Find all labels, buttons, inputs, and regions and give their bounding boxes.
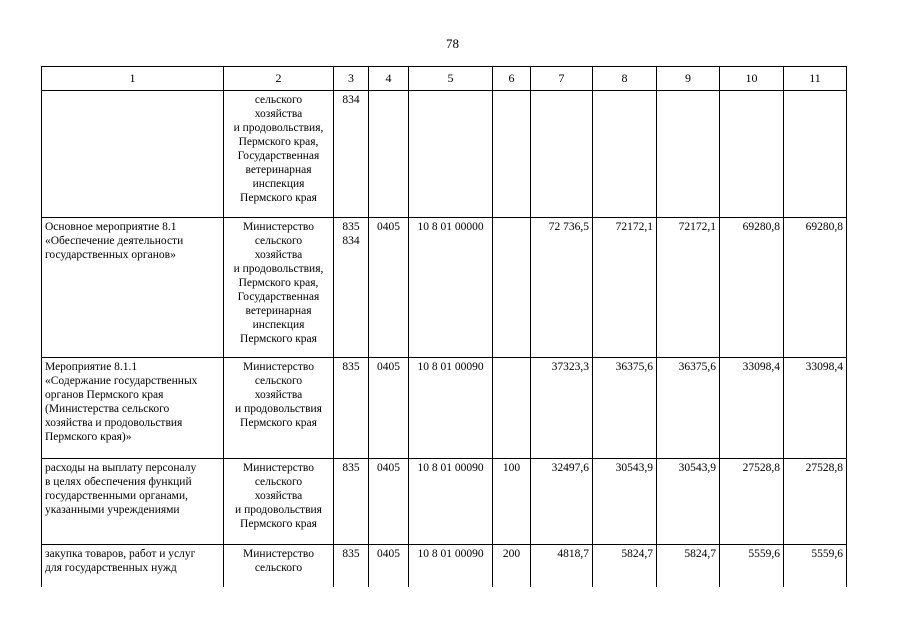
cell-val-11 <box>784 218 847 358</box>
cell-val-11 <box>784 545 847 587</box>
cell-line: 0405 <box>377 548 400 560</box>
cell-line: и продовольствия, <box>233 263 324 275</box>
cell-line: сельского <box>254 94 303 106</box>
cell-val-7 <box>531 91 593 218</box>
cell-line: 36375,6 <box>678 361 716 373</box>
cell-line: 0405 <box>377 221 400 233</box>
cell-line: 835 <box>342 221 360 233</box>
cell-code-5 <box>409 91 493 218</box>
cell-line: 10 8 01 00090 <box>417 548 484 560</box>
cell-line: Министерство <box>243 548 314 560</box>
cell-code-6 <box>493 459 531 545</box>
cell-code-3 <box>334 91 369 218</box>
cell-line: ветеринарная <box>245 164 312 176</box>
column-header-9: 9 <box>657 67 720 91</box>
cell-code-5 <box>409 218 493 358</box>
table-row <box>42 218 847 358</box>
cell-line: 10 8 01 00000 <box>417 221 484 233</box>
cell-org <box>224 459 334 545</box>
cell-code-5 <box>409 545 493 587</box>
cell-name <box>42 459 224 545</box>
cell-line: 0405 <box>377 462 400 474</box>
cell-val-7 <box>531 459 593 545</box>
cell-line: 835 <box>342 548 360 560</box>
cell-code-4 <box>369 358 409 459</box>
cell-line: 30543,9 <box>678 462 716 474</box>
cell-val-10 <box>720 91 784 218</box>
cell-line: Пермского края <box>240 518 317 530</box>
cell-code-4 <box>369 91 409 218</box>
cell-line: Государственная <box>237 150 320 162</box>
column-header-2: 2 <box>224 67 334 91</box>
cell-line: закупка товаров, работ и услуг <box>45 548 196 560</box>
column-header-7: 7 <box>531 67 593 91</box>
cell-line: 100 <box>502 462 521 474</box>
cell-line: 5559,6 <box>748 548 780 560</box>
table-row <box>42 358 847 459</box>
cell-line: 69280,8 <box>805 221 843 233</box>
cell-line: 27528,8 <box>742 462 780 474</box>
cell-code-6 <box>493 218 531 358</box>
cell-line: Пермского края)» <box>45 431 132 443</box>
cell-val-9 <box>657 459 720 545</box>
cell-line: расходы на выплату персоналу <box>45 462 197 474</box>
cell-line: и продовольствия, <box>233 122 324 134</box>
column-header-10: 10 <box>720 67 784 91</box>
table-row <box>42 545 847 587</box>
cell-line: Пермского края <box>240 192 317 204</box>
cell-line: 4818,7 <box>557 548 589 560</box>
column-header-3: 3 <box>334 67 369 91</box>
cell-line: для государственных нужд <box>45 562 177 574</box>
cell-line: 835 <box>342 462 360 474</box>
cell-code-3 <box>334 545 369 587</box>
cell-val-11 <box>784 358 847 459</box>
cell-org <box>224 358 334 459</box>
cell-line: государственными органами, <box>45 490 188 502</box>
cell-code-3 <box>334 459 369 545</box>
cell-line: ветеринарная <box>245 305 312 317</box>
cell-code-5 <box>409 358 493 459</box>
cell-line: «Обеспечение деятельности <box>45 235 184 247</box>
cell-line: Мероприятие 8.1.1 <box>45 361 138 373</box>
cell-code-4 <box>369 218 409 358</box>
cell-line: 72172,1 <box>678 221 716 233</box>
cell-line: 834 <box>342 235 360 247</box>
cell-line: хозяйства и продовольствия <box>45 417 183 429</box>
cell-code-6 <box>493 91 531 218</box>
cell-line: и продовольствия <box>235 403 322 415</box>
cell-val-10 <box>720 218 784 358</box>
cell-line: Министерство <box>243 221 314 233</box>
cell-line: (Министерства сельского <box>45 403 170 415</box>
cell-line: хозяйства <box>254 490 303 502</box>
cell-code-3 <box>334 358 369 459</box>
cell-name <box>42 545 224 587</box>
cell-line: 10 8 01 00090 <box>417 361 484 373</box>
cell-line: 33098,4 <box>805 361 843 373</box>
cell-line: Пермского края, <box>238 136 319 148</box>
cell-val-10 <box>720 358 784 459</box>
budget-table <box>41 66 847 587</box>
cell-name <box>42 358 224 459</box>
cell-name <box>42 91 224 218</box>
cell-code-5 <box>409 459 493 545</box>
cell-val-7 <box>531 545 593 587</box>
cell-line: 30543,9 <box>615 462 653 474</box>
column-header-6: 6 <box>493 67 531 91</box>
cell-line: хозяйства <box>254 108 303 120</box>
cell-line: 33098,4 <box>742 361 780 373</box>
cell-line: Пермского края <box>240 333 317 345</box>
cell-val-8 <box>593 358 657 459</box>
cell-org <box>224 545 334 587</box>
cell-val-8 <box>593 218 657 358</box>
cell-line: сельского <box>254 235 303 247</box>
cell-line: 5824,7 <box>621 548 653 560</box>
cell-line: 10 8 01 00090 <box>417 462 484 474</box>
cell-line: сельского <box>254 562 303 574</box>
cell-org <box>224 218 334 358</box>
cell-val-8 <box>593 91 657 218</box>
cell-line: Министерство <box>243 361 314 373</box>
cell-line: 37323,3 <box>551 361 589 373</box>
column-header-8: 8 <box>593 67 657 91</box>
column-header-11: 11 <box>784 67 847 91</box>
cell-line: хозяйства <box>254 249 303 261</box>
cell-org <box>224 91 334 218</box>
cell-line: хозяйства <box>254 389 303 401</box>
cell-val-7 <box>531 358 593 459</box>
column-header-5: 5 <box>409 67 493 91</box>
cell-line: государственных органов» <box>45 249 176 261</box>
cell-code-6 <box>493 358 531 459</box>
cell-val-9 <box>657 218 720 358</box>
cell-name <box>42 218 224 358</box>
cell-line: 200 <box>502 548 521 560</box>
cell-line: «Содержание государственных <box>45 375 198 387</box>
cell-line: 5559,6 <box>811 548 843 560</box>
cell-val-8 <box>593 545 657 587</box>
cell-val-9 <box>657 91 720 218</box>
cell-val-7 <box>531 218 593 358</box>
table-row <box>42 459 847 545</box>
cell-val-10 <box>720 459 784 545</box>
cell-code-4 <box>369 545 409 587</box>
cell-line: 72172,1 <box>615 221 653 233</box>
cell-val-9 <box>657 358 720 459</box>
cell-val-8 <box>593 459 657 545</box>
cell-line: Пермского края <box>240 417 317 429</box>
cell-line: 69280,8 <box>742 221 780 233</box>
cell-line: Основное мероприятие 8.1 <box>45 221 177 233</box>
cell-line: 36375,6 <box>615 361 653 373</box>
cell-line: сельского <box>254 476 303 488</box>
cell-line: Государственная <box>237 291 320 303</box>
cell-code-4 <box>369 459 409 545</box>
header-row <box>42 67 847 91</box>
cell-line: 834 <box>342 94 360 106</box>
cell-code-3 <box>334 218 369 358</box>
cell-line: 5824,7 <box>684 548 716 560</box>
cell-line: 0405 <box>377 361 400 373</box>
cell-code-6 <box>493 545 531 587</box>
cell-line: Министерство <box>243 462 314 474</box>
cell-line: инспекция <box>252 178 305 190</box>
cell-val-9 <box>657 545 720 587</box>
table-row <box>42 91 847 218</box>
cell-val-10 <box>720 545 784 587</box>
cell-line: органов Пермского края <box>45 389 164 401</box>
column-header-4: 4 <box>369 67 409 91</box>
cell-line: 32497,6 <box>551 462 589 474</box>
cell-line: Пермского края, <box>238 277 319 289</box>
cell-line: сельского <box>254 375 303 387</box>
cell-line: в целях обеспечения функций <box>45 476 192 488</box>
page-number: 78 <box>446 36 459 51</box>
cell-line: указанными учреждениями <box>45 504 180 516</box>
cell-val-11 <box>784 459 847 545</box>
column-header-1: 1 <box>42 67 224 91</box>
cell-line: 835 <box>342 361 360 373</box>
cell-line: 72 736,5 <box>548 221 589 233</box>
cell-val-11 <box>784 91 847 218</box>
cell-line: и продовольствия <box>235 504 322 516</box>
cell-line: инспекция <box>252 319 305 331</box>
cell-line: 27528,8 <box>805 462 843 474</box>
